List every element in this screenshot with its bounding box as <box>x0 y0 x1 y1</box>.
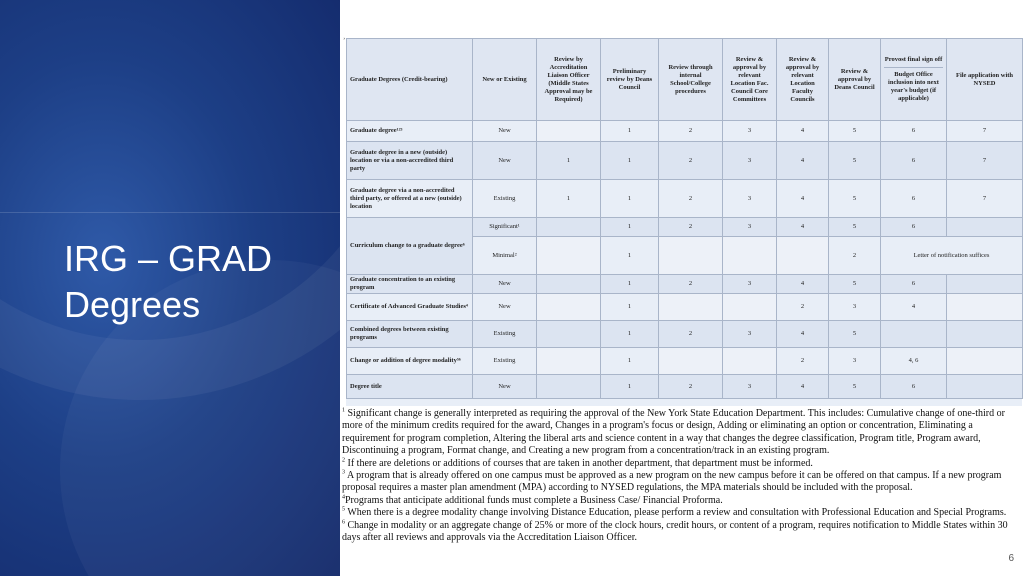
footnote-number: 3 <box>342 469 345 476</box>
table-cell <box>659 348 723 375</box>
title-panel <box>0 0 340 576</box>
table-cell: Existing <box>473 348 537 375</box>
page-number: 6 <box>1008 553 1014 564</box>
table-cell: 1 <box>601 218 659 237</box>
table-cell: 5 <box>829 375 881 399</box>
table-cell: 3 <box>723 321 777 348</box>
table-cell <box>947 321 1023 348</box>
table-cell: 5 <box>829 275 881 294</box>
table-cell <box>537 375 601 399</box>
table-cell <box>723 348 777 375</box>
footnote-number: 1 <box>342 407 345 414</box>
table-row <box>347 375 1023 399</box>
table-cell: 1 <box>601 237 659 275</box>
table-cell: 4 <box>881 294 947 321</box>
table-cell: 6 <box>881 121 947 142</box>
table-row <box>347 294 1023 321</box>
footnotes <box>342 408 1022 544</box>
table-cell: 5 <box>829 142 881 180</box>
table-cell: 1 <box>537 180 601 218</box>
table-cell: 4 <box>777 121 829 142</box>
table-cell <box>723 237 777 275</box>
table-cell: 6 <box>881 218 947 237</box>
table-cell <box>537 321 601 348</box>
table-cell <box>723 294 777 321</box>
header-core-committees: Review & approval by relevant Location Fac. Council Core Committees <box>723 39 777 121</box>
table-cell: 5 <box>829 121 881 142</box>
table-cell <box>537 348 601 375</box>
row-label: Curriculum change to a graduate degree⁶ <box>347 218 473 275</box>
table-row <box>347 321 1023 348</box>
header-accreditation-review: Review by Accreditation Liaison Officer (Middle States Approval may be Required) <box>537 39 601 121</box>
table-cell: Minimal² <box>473 237 537 275</box>
row-label: Change or addition of degree modality⁵⁶ <box>347 348 473 375</box>
row-label: Degree title <box>347 375 473 399</box>
header-deans-preliminary: Preliminary review by Deans Council <box>601 39 659 121</box>
footnote-number: 4 <box>342 494 345 501</box>
header-new-or-existing: New or Existing <box>473 39 537 121</box>
approval-table <box>346 38 1022 406</box>
table-cell: New <box>473 375 537 399</box>
table-row <box>347 275 1023 294</box>
table-cell: 2 <box>659 180 723 218</box>
row-label: Combined degrees between existing programs <box>347 321 473 348</box>
table-cell: 2 <box>659 218 723 237</box>
table-cell: 2 <box>659 121 723 142</box>
footnote-text: Change in modality or an aggregate change of 25% or more of the clock hours, credit hours, or content of a program, requires notification to Middle States within 30 days after all reviews and approvals via the Accreditation Liaison Officer. <box>342 519 1008 544</box>
table-cell: 1 <box>601 180 659 218</box>
row-label: Graduate degree via a non-accredited third party, or offered at a new (outside) location <box>347 180 473 218</box>
table-cell: 7 <box>947 180 1023 218</box>
table-cell: 1 <box>537 142 601 180</box>
table-cell: 3 <box>723 218 777 237</box>
table-cell: 2 <box>777 294 829 321</box>
row-label: Graduate degree¹²³ <box>347 121 473 142</box>
table-cell: 2 <box>659 321 723 348</box>
footnote <box>342 520 1022 545</box>
table-cell: 3 <box>723 121 777 142</box>
table-cell: Letter of notification suffices <box>881 237 1023 275</box>
footnote-number: 5 <box>342 506 345 513</box>
table-cell: 1 <box>601 275 659 294</box>
table-row <box>347 218 1023 237</box>
table-cell: 5 <box>829 218 881 237</box>
table-row <box>347 348 1023 375</box>
header-nysed: File application with NYSED <box>947 39 1023 121</box>
row-label: Graduate concentration to an existing program <box>347 275 473 294</box>
table-cell: Significant¹ <box>473 218 537 237</box>
table-cell: 4 <box>777 375 829 399</box>
table-cell <box>659 294 723 321</box>
table-cell: 6 <box>881 375 947 399</box>
table-cell <box>947 375 1023 399</box>
table-row <box>347 142 1023 180</box>
footnote <box>342 408 1022 458</box>
table-cell: 2 <box>659 375 723 399</box>
table-cell: 3 <box>723 142 777 180</box>
footnote-text: Significant change is generally interpreted as requiring the approval of the New York State Education Department. This includes: Cumulative change of one-third or more of the minimum credits required for the award, Changes in a program's focus or design, Adding or eliminating an option or concentration, Eliminating a requirement for program completion, Altering the liberal arts and science content in a way that changes the degree classification, Program title, Program award, Discontinuing a program, Format change, and Creating a new program from a concentration/track in an existing program. <box>342 408 1005 457</box>
table-cell: 2 <box>659 275 723 294</box>
slide-title-line-1: IRG – GRAD <box>64 238 273 279</box>
table-cell: 1 <box>601 321 659 348</box>
table-cell: 6 <box>881 275 947 294</box>
table-cell <box>537 275 601 294</box>
table-cell <box>947 348 1023 375</box>
row-label: Certificate of Advanced Graduate Studies⁴ <box>347 294 473 321</box>
header-internal-review: Review through internal School/College procedures <box>659 39 723 121</box>
table-cell <box>537 237 601 275</box>
footnote-text: A program that is already offered on one campus must be approved as a new program on the new campus before it can be offered on that campus. If a new program proposal requires a master plan amendment (MPA) according to NYSED regulations, the MPA materials should be included with the proposal. <box>342 470 1002 494</box>
table-cell: Existing <box>473 180 537 218</box>
table-cell: 4, 6 <box>881 348 947 375</box>
header-faculty-councils: Review & approval by relevant Location Faculty Councils <box>777 39 829 121</box>
table-cell: 6 <box>881 180 947 218</box>
table-cell: 3 <box>829 348 881 375</box>
header-provost <box>881 39 947 121</box>
table-cell <box>881 321 947 348</box>
footnote-number: 6 <box>342 519 345 526</box>
table-cell: 1 <box>601 142 659 180</box>
table-cell: 3 <box>723 180 777 218</box>
table-cell: 7 <box>947 142 1023 180</box>
footnote <box>342 507 1022 519</box>
table-cell: 7 <box>947 121 1023 142</box>
table-cell: 3 <box>723 375 777 399</box>
table-cell: New <box>473 121 537 142</box>
table-cell <box>537 294 601 321</box>
header-deans-approval: Review & approval by Deans Council <box>829 39 881 121</box>
table-cell: New <box>473 294 537 321</box>
table-cell: New <box>473 142 537 180</box>
table-cell: 1 <box>601 375 659 399</box>
table-cell <box>659 237 723 275</box>
table-cell: 1 <box>601 348 659 375</box>
footnote-number: 2 <box>342 457 345 464</box>
table-cell: 1 <box>601 294 659 321</box>
footnote-text: If there are deletions or additions of courses that are taken in another department, that department must be informed. <box>345 457 813 469</box>
header-budget-office: Budget Office inclusion into next year's budget (if applicable) <box>888 71 939 102</box>
table-cell: 4 <box>777 275 829 294</box>
table-cell: 4 <box>777 218 829 237</box>
table-cell: 4 <box>777 180 829 218</box>
footnote <box>342 470 1022 495</box>
row-label: Graduate degree in a new (outside) location or via a non-accredited third party <box>347 142 473 180</box>
footnote <box>342 458 1022 470</box>
table-cell <box>947 294 1023 321</box>
table-cell: Existing <box>473 321 537 348</box>
header-provost-title: Provost final sign off <box>884 56 943 68</box>
corner-mark: ¸ <box>343 32 346 40</box>
table-cell: 2 <box>829 237 881 275</box>
table-cell: 4 <box>777 321 829 348</box>
table-cell: 5 <box>829 180 881 218</box>
table-cell: 3 <box>723 275 777 294</box>
table-row <box>347 121 1023 142</box>
table-cell <box>947 275 1023 294</box>
table-cell <box>537 218 601 237</box>
table-cell: New <box>473 275 537 294</box>
footnote-text: Programs that anticipate additional funds must complete a Business Case/ Financial Proforma. <box>345 494 723 506</box>
footnote <box>342 495 1022 507</box>
table-cell <box>777 237 829 275</box>
table-row <box>347 180 1023 218</box>
slide-title-line-2: Degrees <box>64 284 201 325</box>
table-cell: 5 <box>829 321 881 348</box>
footnote-text: When there is a degree modality change involving Distance Education, please perform a review and consultation with Professional Education and Special Programs. <box>345 507 1007 519</box>
table-cell <box>537 121 601 142</box>
table-cell: 4 <box>777 142 829 180</box>
table-cell: 1 <box>601 121 659 142</box>
table-cell: 6 <box>881 142 947 180</box>
table-cell: 3 <box>829 294 881 321</box>
divider <box>0 212 340 213</box>
table-cell <box>947 218 1023 237</box>
table-cell: 2 <box>659 142 723 180</box>
header-program-type: Graduate Degrees (Credit-bearing) <box>347 39 473 121</box>
slide-content <box>340 0 1024 576</box>
table-cell: 2 <box>777 348 829 375</box>
slide-title <box>64 236 272 328</box>
